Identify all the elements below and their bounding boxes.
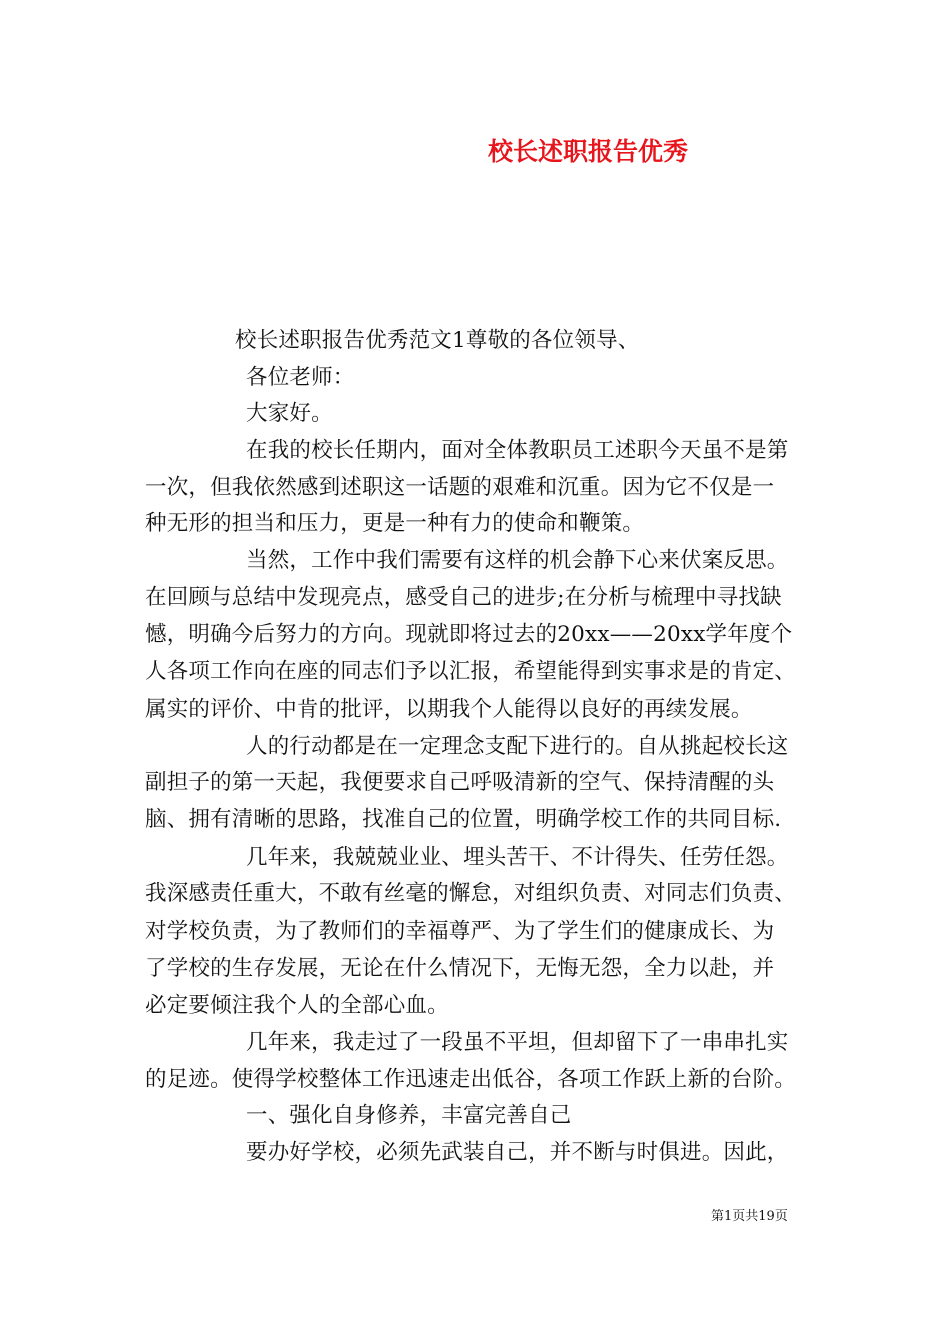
- text-line: 要办好学校，必须先武装自己，并不断与时俱进。因此，: [246, 1140, 789, 1165]
- text-line: 一次，但我依然感到述职这一话题的艰难和沉重。因为它不仅是一: [145, 475, 775, 500]
- text-line: 必定要倾注我个人的全部心血。: [145, 993, 449, 1018]
- text-line: 了学校的生存发展，无论在什么情况下，无悔无怨，全力以赴，并: [145, 956, 775, 981]
- section-heading: 一、强化自身修养，丰富完善自己: [246, 1103, 572, 1128]
- text-line: 人的行动都是在一定理念支配下进行的。自从挑起校长这: [246, 734, 789, 759]
- text-line: 当然，工作中我们需要有这样的机会静下心来伏案反思。: [246, 548, 789, 573]
- text-line: 几年来，我兢兢业业、埋头苦干、不计得失、任劳任怨。: [246, 845, 789, 870]
- page-number: 第1页共19页: [711, 1209, 788, 1224]
- text-line: 我深感责任重大，不敢有丝毫的懈怠，对组织负责、对同志们负责、: [145, 881, 797, 906]
- text-line: 种无形的担当和压力，更是一种有力的使命和鞭策。: [145, 511, 645, 536]
- text-line: 脑、拥有清晰的思路，找准自己的位置，明确学校工作的共同目标.: [145, 807, 782, 832]
- text-line: 憾，明确今后努力的方向。现就即将过去的20xx——20xx学年度个: [145, 622, 793, 647]
- document-title: 校长述职报告优秀: [488, 137, 689, 166]
- text-line: 大家好。: [246, 401, 333, 426]
- text-line: 对学校负责，为了教师们的幸福尊严、为了学生们的健康成长、为: [145, 919, 775, 944]
- text-line: 各位老师：: [246, 365, 355, 390]
- text-line: 校长述职报告优秀范文1尊敬的各位领导、: [235, 328, 640, 353]
- text-line: 在我的校长任期内，面对全体教职员工述职今天虽不是第: [246, 438, 789, 463]
- text-line: 的足迹。使得学校整体工作迅速走出低谷，各项工作跃上新的台阶。: [145, 1067, 797, 1092]
- text-line: 属实的评价、中肯的批评，以期我个人能得以良好的再续发展。: [145, 697, 753, 722]
- text-line: 几年来，我走过了一段虽不平坦，但却留下了一串串扎实: [246, 1030, 789, 1055]
- text-line: 人各项工作向在座的同志们予以汇报，希望能得到实事求是的肯定、: [145, 659, 797, 684]
- text-line: 在回顾与总结中发现亮点，感受自己的进步;在分析与梳理中寻找缺: [145, 585, 782, 610]
- text-line: 副担子的第一天起，我便要求自己呼吸清新的空气、保持清醒的头: [145, 770, 775, 795]
